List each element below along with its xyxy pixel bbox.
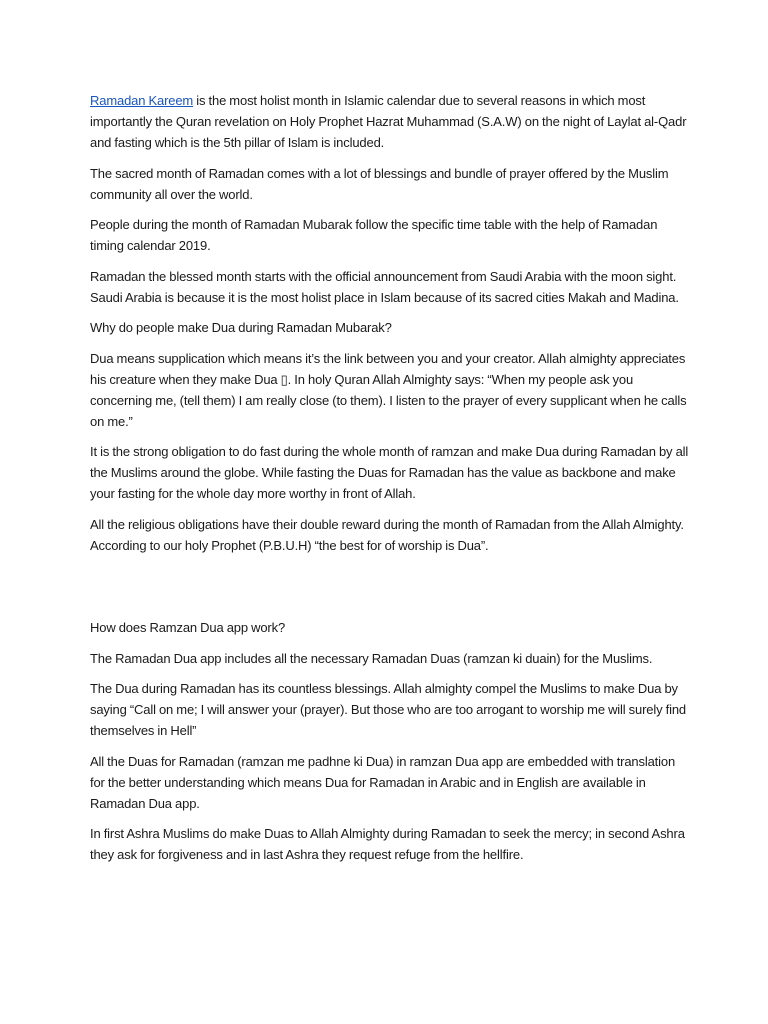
- paragraph-timing-calendar: People during the month of Ramadan Mubarak follow the specific time table with the help of Ramadan timing calendar 2019.: [90, 217, 658, 253]
- paragraph-dua-meaning: Dua means supplication which means it’s the link between you and your creator. Allah almighty appreciates his creature when they make Dua ▯. In holy Quran Allah Almighty says: “When my people ask you concerning me, (tell them) I am really close (to them). I listen to the prayer of every supplicant when he calls on me.”: [90, 350, 687, 429]
- heading-how-app-works: How does Ramzan Dua app work?: [90, 620, 286, 635]
- paragraph-moon-sight: Ramadan the blessed month starts with the official announcement from Saudi Arabia with the moon sight. Saudi Arabia is because it is the most holist place in Islam because of its sacred cities Makah and Madina.: [90, 268, 679, 305]
- paragraph-blessings: The sacred month of Ramadan comes with a lot of blessings and bundle of prayer offered by the Muslim community all over the world.: [90, 165, 669, 202]
- paragraph-obligation: It is the strong obligation to do fast during the whole month of ramzan and make Dua during Ramadan by all the Muslims around the globe. While fasting the Duas for Ramadan has the value as backbone and make your fasting for the whole day more worthy in front of Allah.: [90, 444, 689, 501]
- intro-paragraph: [90, 90, 690, 153]
- paragraph-ashra: In first Ashra Muslims do make Duas to Allah Almighty during Ramadan to seek the mercy; in second Ashra they ask for forgiveness and in last Ashra they request refuge from the hellfire.: [90, 826, 685, 862]
- paragraph-countless-blessings: The Dua during Ramadan has its countless blessings. Allah almighty compel the Muslims to make Dua by saying “Call on me; I will answer your (prayer). But those who are too arrogant to worship me will surely find themselves in Hell”: [90, 681, 686, 738]
- ramadan-kareem-link[interactable]: Ramadan Kareem: [90, 93, 194, 108]
- heading-why-dua: Why do people make Dua during Ramadan Mubarak?: [90, 320, 392, 335]
- paragraph-translation: All the Duas for Ramadan (ramzan me padhne ki Dua) in ramzan Dua app are embedded with translation for the better understanding which means Dua for Ramadan in Arabic and in English are available in Ramadan Dua app.: [90, 753, 676, 811]
- paragraph-double-reward: All the religious obligations have their double reward during the month of Ramadan from the Allah Almighty. According to our holy Prophet (P.B.U.H) “the best for of worship is Dua”.: [90, 516, 684, 553]
- paragraph-app-includes: The Ramadan Dua app includes all the necessary Ramadan Duas (ramzan ki duain) for the Muslims.: [90, 650, 653, 666]
- document-page: [90, 90, 690, 875]
- intro-text: is the most holist month in Islamic calendar due to several reasons in which most importantly the Quran revelation on Holy Prophet Hazrat Muhammad (S.A.W) on the night of Laylat al-Qadr and fasting which is the 5th pillar of Islam is included.: [90, 93, 687, 150]
- blank-gap: [90, 565, 690, 617]
